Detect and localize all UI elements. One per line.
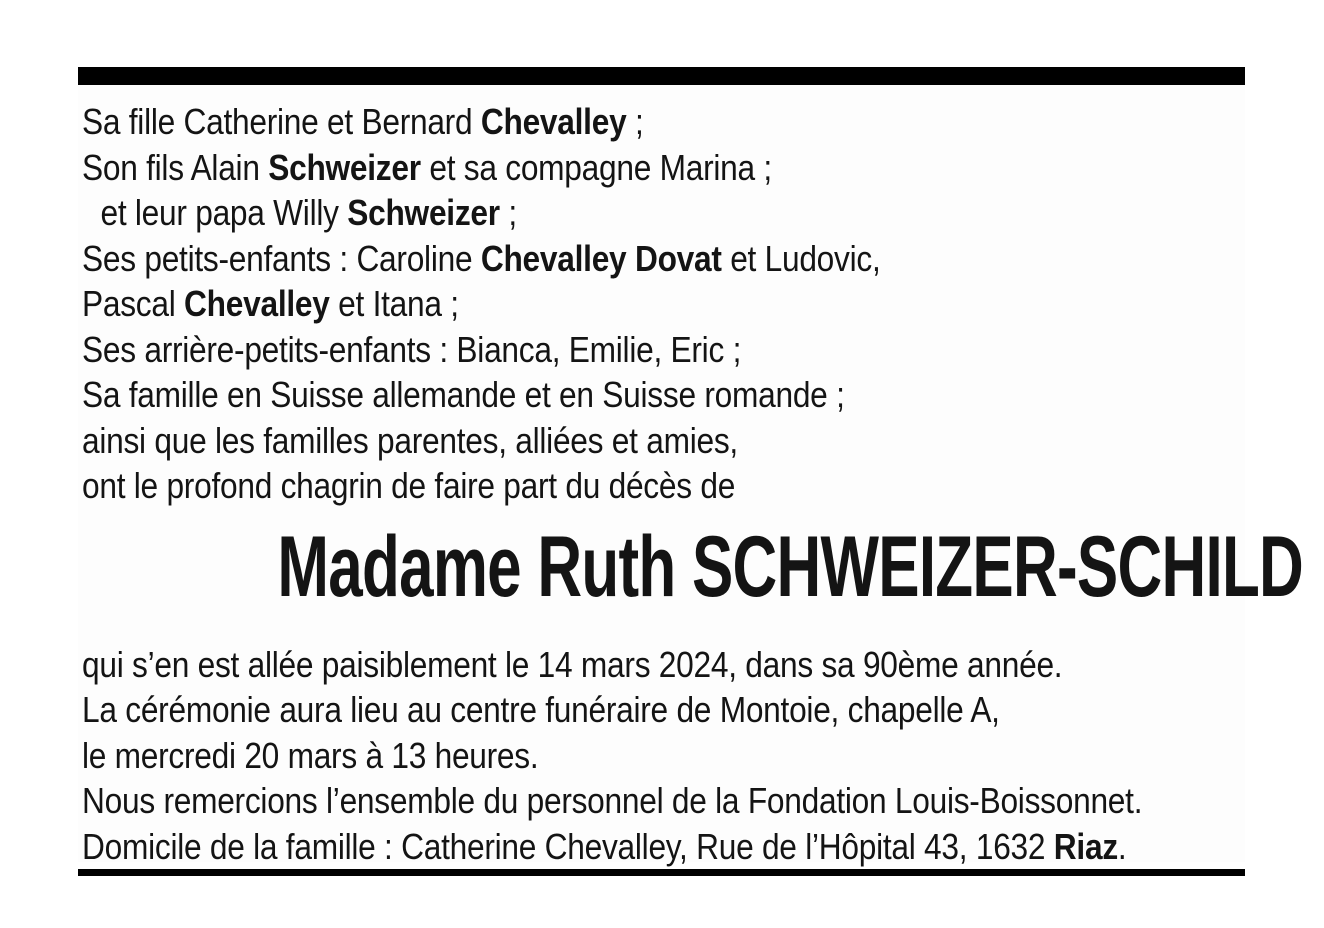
line-text: ont le profond chagrin de faire part du décès de — [82, 465, 736, 506]
line-text: Domicile de la famille : Catherine Chevalley, Rue de l’Hôpital 43, 1632 — [82, 825, 1054, 867]
family-surname: Chevalley Dovat — [480, 237, 722, 279]
family-surname: Schweizer — [268, 146, 421, 188]
detail-line — [82, 687, 1105, 733]
family-surname: Chevalley — [480, 101, 627, 142]
detail-line — [82, 778, 1143, 824]
detail-line — [82, 824, 1127, 870]
family-line — [82, 281, 1105, 327]
bottom-rule — [78, 869, 1245, 876]
locality-name: Riaz — [1053, 825, 1118, 867]
line-text: et Ludovic, — [721, 237, 881, 279]
line-text: Pascal — [82, 283, 185, 324]
line-text: La cérémonie aura lieu au centre funéraire de Montoie, chapelle A, — [82, 689, 1000, 730]
line-text: et Itana ; — [329, 283, 459, 324]
line-text: Ses arrière-petits-enfants : Bianca, Emilie, Eric ; — [82, 328, 742, 370]
family-line — [82, 418, 1105, 464]
top-rule — [78, 67, 1245, 85]
deceased-name: Madame Ruth SCHWEIZER-SCHILD — [277, 518, 1304, 615]
line-text: ; — [626, 101, 644, 142]
line-text: Sa famille en Suisse allemande et en Suisse romande ; — [82, 374, 845, 415]
line-text: Son fils Alain — [82, 146, 269, 188]
line-text: Ses petits-enfants : Caroline — [82, 237, 481, 279]
family-line — [82, 145, 1105, 191]
ceremony-details — [78, 642, 1245, 870]
family-surname: Schweizer — [347, 192, 500, 233]
family-surname: Chevalley — [184, 283, 330, 324]
family-line — [82, 327, 1105, 373]
detail-line — [82, 642, 1105, 688]
line-text: . — [1117, 825, 1127, 867]
family-line — [82, 372, 1105, 418]
line-text: et leur papa Willy — [100, 192, 348, 233]
line-text: et sa compagne Marina ; — [420, 146, 772, 188]
deceased-name-heading — [78, 518, 1304, 640]
line-text: ; — [499, 192, 517, 233]
detail-line — [82, 733, 1105, 779]
line-text: qui s’en est allée paisiblement le 14 mars 2024, dans sa 90ème année. — [82, 643, 1063, 685]
line-text: ainsi que les familles parentes, alliées et amies, — [82, 419, 738, 461]
line-text: le mercredi 20 mars à 13 heures. — [82, 734, 539, 776]
family-line — [82, 236, 1105, 282]
family-line — [82, 463, 1105, 509]
death-notice — [78, 67, 1304, 867]
line-text: Sa fille Catherine et Bernard — [82, 101, 481, 142]
family-line — [82, 99, 1105, 145]
family-list — [78, 99, 1245, 509]
family-line — [82, 190, 1105, 236]
line-text: Nous remercions l’ensemble du personnel de la Fondation Louis-Boissonnet. — [82, 780, 1143, 821]
